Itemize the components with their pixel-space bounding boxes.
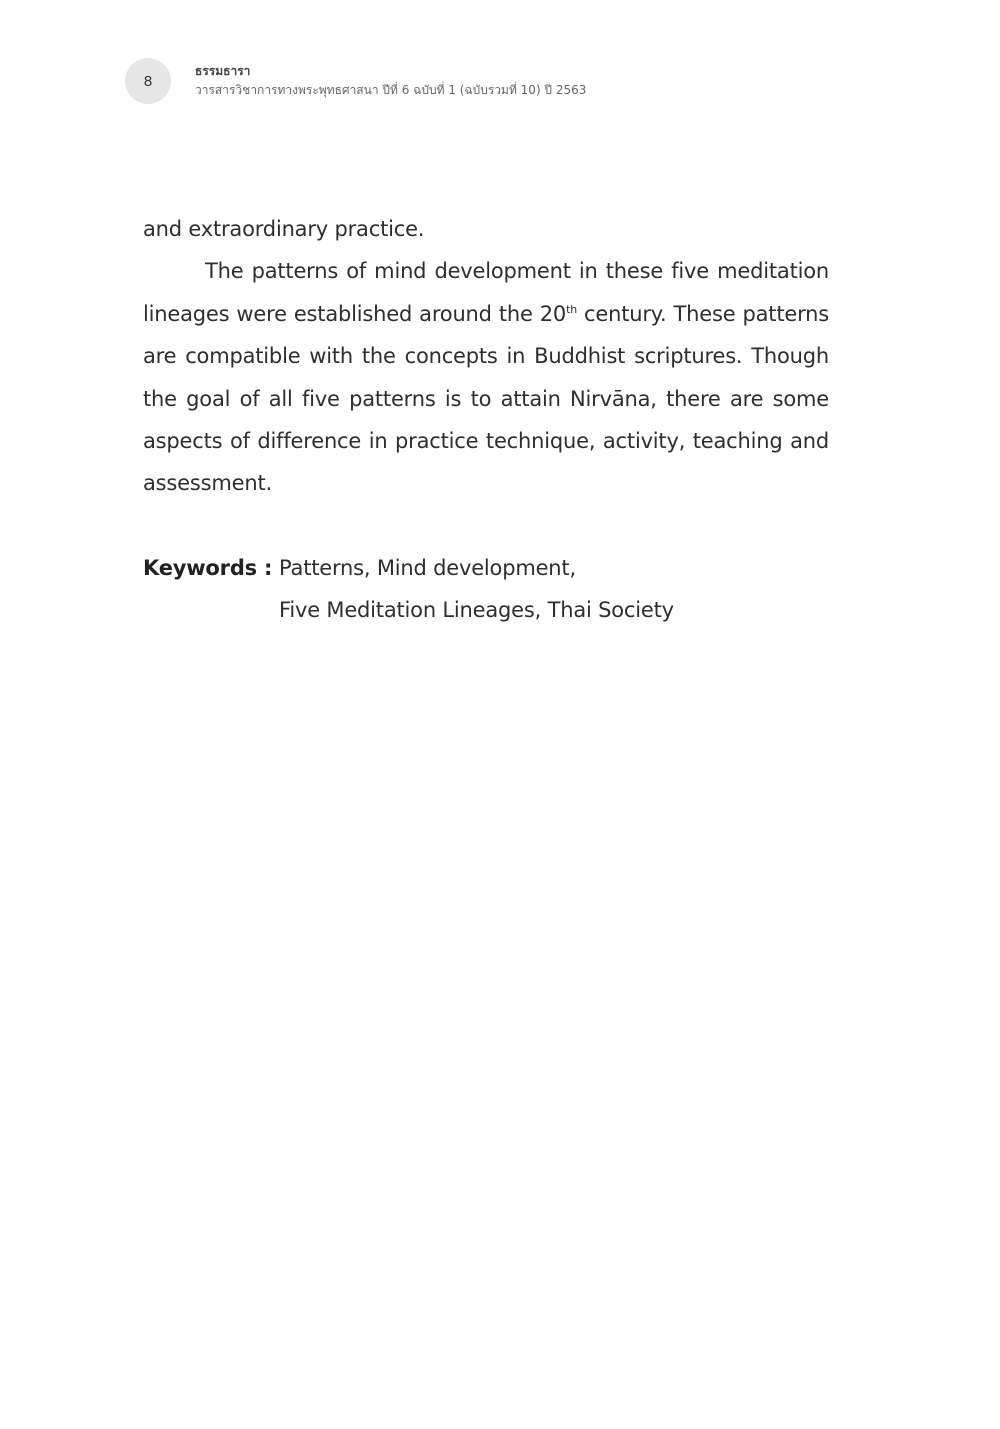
keywords-values-2: Five Meditation Lineages, Thai Society [279, 598, 674, 623]
paragraph-continuation: and extraordinary practice. [143, 217, 425, 241]
running-head [195, 63, 586, 99]
keywords-line-2 [143, 589, 843, 631]
keywords-line-1 [143, 547, 843, 589]
paragraph-text-start: The patterns of mind development in these five meditation lineages were established around the 20 [143, 259, 829, 326]
page-number: 8 [143, 72, 153, 90]
keywords-values-1: Patterns, Mind development, [279, 556, 576, 580]
journal-name: ธรรมธารา [195, 64, 251, 78]
paragraph-patterns [143, 250, 829, 504]
ordinal-superscript: th [566, 302, 577, 316]
page-number-badge [125, 58, 171, 104]
paragraph-text-end: century. These patterns are compatible with the concepts in Buddhist scriptures. Though the goal of all five patterns is to attain Nirvāna, there are some aspects of difference in practice technique, activity, teaching and assessment. [143, 301, 829, 496]
keywords-label: Keywords : [143, 556, 273, 580]
journal-issue: วารสารวิชาการทางพระพุทธศาสนา ปีที่ 6 ฉบับที่ 1 (ฉบับรวมที่ 10) ปี 2563 [195, 83, 587, 97]
abstract-body [143, 208, 829, 505]
keywords-block [143, 547, 843, 632]
